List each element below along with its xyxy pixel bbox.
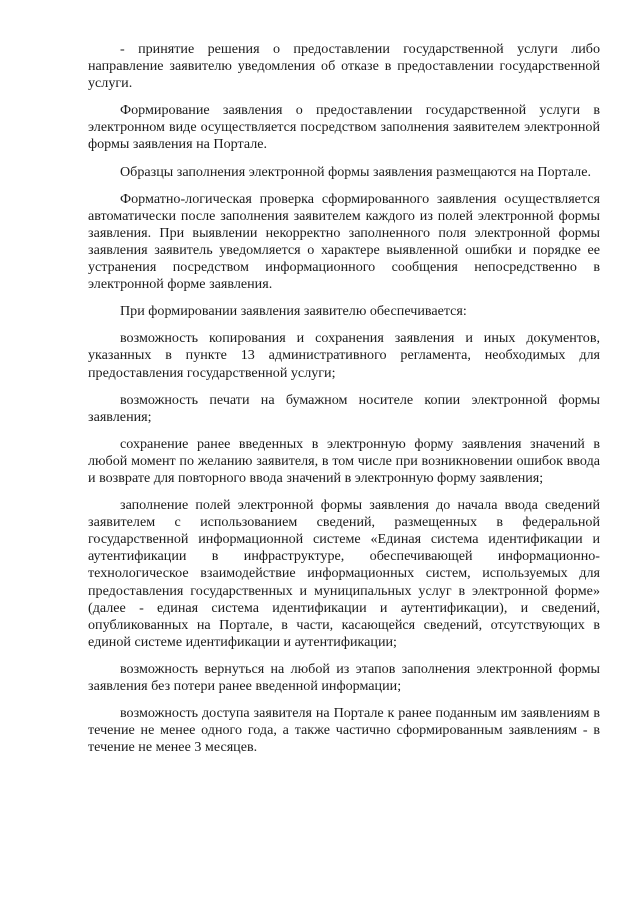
paragraph-print: возможность печати на бумажном носителе копии электронной формы заявления; xyxy=(88,391,600,425)
paragraph-save-values: сохранение ранее введенных в электронную форму заявления значений в любой момент по желанию заявителя, в том числе при возникновении ошибок ввода и возврате для повторного ввода значений в электронную форму заявления; xyxy=(88,435,600,486)
paragraph-prefill: заполнение полей электронной формы заявления до начала ввода сведений заявителем с использованием сведений, размещенных в федеральной государственной информационной системе «Единая система идентификации и аутентификации в инфраструктуре, обеспечивающей информационно-технологическое взаимодействие информационных систем, используемых для предоставления государственных и муниципальных услуг в электронной форме» (далее - единая система идентификации и аутентификации), и сведений, опубликованных на Портале, в части, касающейся сведений, отсутствующих в единой системе идентификации и аутентификации; xyxy=(88,497,600,650)
paragraph-provisions-intro: При формировании заявления заявителю обеспечивается: xyxy=(120,303,467,320)
paragraph-decision: - принятие решения о предоставлении государственной услуги либо направление заявителю уведомления об отказе в предоставлении государственной услуги. xyxy=(88,41,600,92)
paragraph-return-step: возможность вернуться на любой из этапов заполнения электронной формы заявления без потери ранее введенной информации; xyxy=(88,660,600,694)
paragraph-validation: Форматно-логическая проверка сформированного заявления осуществляется автоматически после заполнения заявителем каждого из полей электронной формы заявления. При выявлении некорректно заполненного поля электронной формы заявления заявитель уведомляется о характере выявленной ошибки и порядке ее устранения посредством информационного сообщения непосредственно в электронной форме заявления. xyxy=(88,190,600,293)
paragraph-copy-save: возможность копирования и сохранения заявления и иных документов, указанных в пункте 13 административного регламента, необходимых для предоставления государственной услуги; xyxy=(88,330,600,381)
paragraph-form-filling: Формирование заявления о предоставлении государственной услуги в электронном виде осуществляется посредством заполнения заявителем электронной формы заявления на Портале. xyxy=(88,102,600,153)
paragraph-samples: Образцы заполнения электронной формы заявления размещаются на Портале. xyxy=(120,163,591,180)
paragraph-access-history: возможность доступа заявителя на Портале к ранее поданным им заявлениям в течение не менее одного года, а также частично сформированным заявлениям - в течение не менее 3 месяцев. xyxy=(88,705,600,756)
